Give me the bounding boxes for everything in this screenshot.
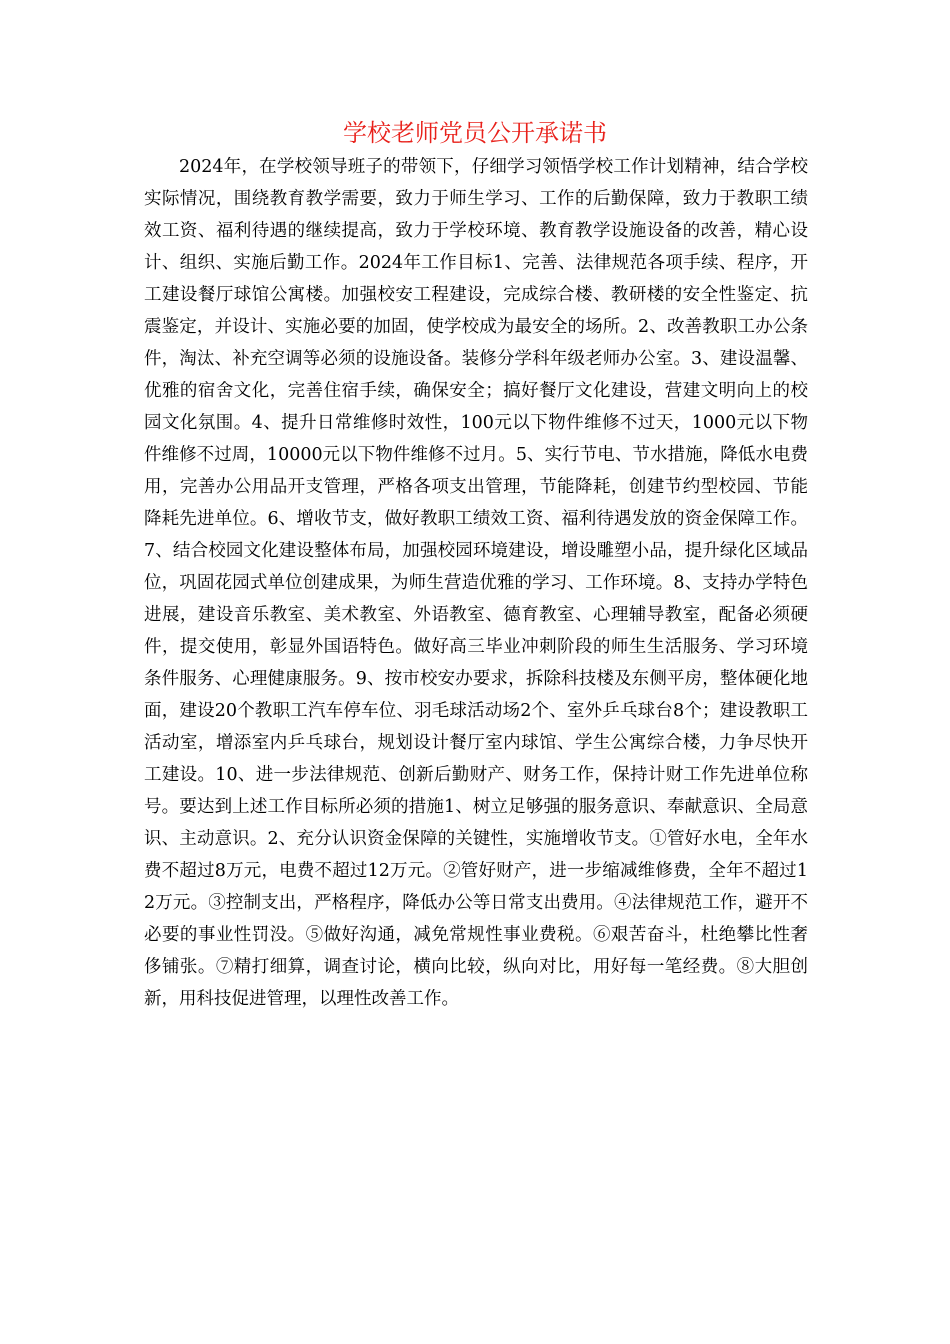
document-body: 2024年，在学校领导班子的带领下，仔细学习领悟学校工作计划精神，结合学校实际情况，围绕教育教学需要，致力于师生学习、工作的后勤保障，致力于教职工绩效工资、福利待遇的继续提高，致力于学校环境、教育教学设施设备的改善，精心设计、组织、实施后勤工作。2024年工作目标1、完善、法律规范各项手续、程序，开工建设餐厅球馆公寓楼。加强校安工程建设，完成综合楼、教研楼的安全性鉴定、抗震鉴定，并设计、实施必要的加固，使学校成为最安全的场所。2、改善教职工办公条件，淘汰、补充空调等必须的设施设备。装修分学科年级老师办公室。3、建设温馨、优雅的宿舍文化，完善住宿手续，确保安全；搞好餐厅文化建设，营建文明向上的校园文化氛围。4、提升日常维修时效性，100元以下物件维修不过天，1000元以下物件维修不过周，10000元以下物件维修不过月。5、实行节电、节水措施，降低水电费用，完善办公用品开支管理，严格各项支出管理，节能降耗，创建节约型校园、节能降耗先进单位。6、增收节支，做好教职工绩效工资、福利待遇发放的资金保障工作。7、结合校园文化建设整体布局，加强校园环境建设，增设雕塑小品，提升绿化区域品位，巩固花园式单位创建成果，为师生营造优雅的学习、工作环境。8、支持办学特色进展，建设音乐教室、美术教室、外语教室、德育教室、心理辅导教室，配备必须硬件，提交使用，彰显外国语特色。做好高三毕业冲刺阶段的师生生活服务、学习环境条件服务、心理健康服务。9、按市校安办要求，拆除科技楼及东侧平房，整体硬化地面，建设20个教职工汽车停车位、羽毛球活动场2个、室外乒乓球台8个；建设教职工活动室，增添室内乒乓球台，规划设计餐厅室内球馆、学生公寓综合楼，力争尽快开工建设。10、进一步法律规范、创新后勤财产、财务工作，保持计财工作先进单位称号。要达到上述工作目标所必须的措施1、树立足够强的服务意识、奉献意识、全局意识、主动意识。2、充分认识资金保障的关键性，实施增收节支。①管好水电，全年水费不超过8万元，电费不超过12万元。②管好财产，进一步缩减维修费，全年不超过12万元。③控制支出，严格程序，降低办公等日常支出费用。④法律规范工作，避开不必要的事业性罚没。⑤做好沟通，减免常规性事业费税。⑥艰苦奋斗，杜绝攀比性奢侈铺张。⑦精打细算，调查讨论，横向比较，纵向对比，用好每一笔经费。⑧大胆创新，用科技促进管理，以理性改善工作。 (144, 157, 808, 1009)
document-title: 学校老师党员公开承诺书 (343, 119, 607, 147)
